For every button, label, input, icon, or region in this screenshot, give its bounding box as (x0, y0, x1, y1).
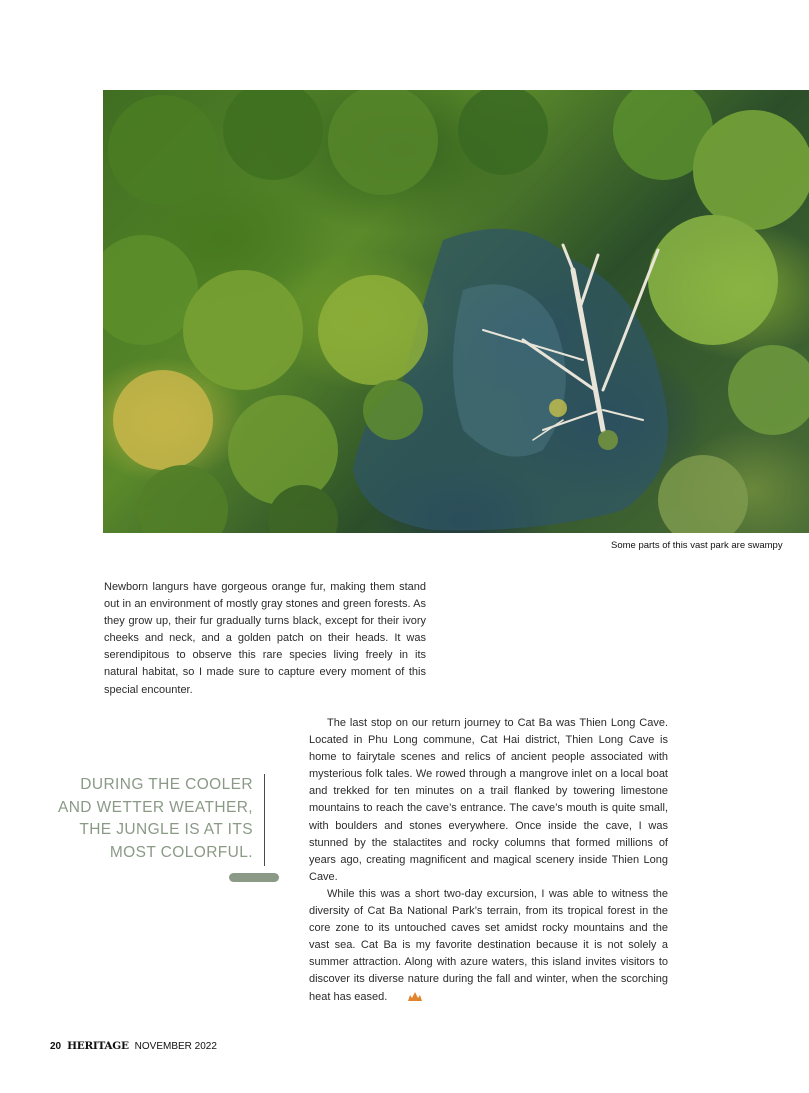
page-footer (50, 1040, 217, 1052)
issue-date: NOVEMBER 2022 (134, 1041, 217, 1052)
photo-caption: Some parts of this vast park are swampy (611, 540, 783, 551)
pull-quote-rule (264, 774, 265, 866)
hero-photo-illustration (103, 90, 809, 533)
body-paragraph-langurs (104, 579, 426, 699)
lotus-end-mark-icon (389, 990, 405, 1000)
pull-quote: DURING THE COOLER AND WETTER WEATHER, THE JUNGLE IS AT ITS MOST COLORFUL. (57, 776, 253, 861)
body-column-right (309, 715, 668, 1006)
hero-photo-swamp-forest (103, 90, 809, 533)
paragraph-text: While this was a short two-day excursion, I was able to witness the diversity of Cat Ba National Park’s terrain, from its tropical forest in the core zone to its untouched caves set amidst rocky mountains and the vast sea. Cat Ba is my favorite destination because it is not solely a summer attraction. Along with azure waters, this island invites visitors to discover its diverse nature during the fall and winter, when the scorching heat has eased. (309, 887, 668, 1003)
page-number: 20 (50, 1041, 62, 1052)
pull-quote-accent-bar (229, 873, 279, 882)
body-paragraph-conclusion (309, 886, 668, 1006)
body-paragraph-thien-long-cave: The last stop on our return journey to Cat Ba was Thien Long Cave. Located in Phu Long commune, Cat Hai district, Thien Long Cave is home to fairytale scenes and relics of ancient people associated with mysterious folk tales. We rowed through a mangrove inlet on a local boat and trekked for ten minutes on a trail flanked by towering limestone mountains to reach the cave’s entrance. The cave’s mouth is quite small, with boulders and stones everywhere. Once inside the cave, I was stunned by the stalactites and rocky columns that formed millions of years ago, creating magnificent and magical scenery inside Thien Long Cave. (309, 717, 668, 883)
paragraph-text: Newborn langurs have gorgeous orange fur, making them stand out in an environment of mostly gray stones and green forests. As they grow up, their fur gradually turns black, except for their ivory cheeks and neck, and a golden patch on their heads. It was serendipitous to observe this rare species living freely in its natural habitat, so I made sure to capture every moment of this special encounter. (104, 581, 426, 696)
magazine-name: HERITAGE (67, 1040, 129, 1052)
